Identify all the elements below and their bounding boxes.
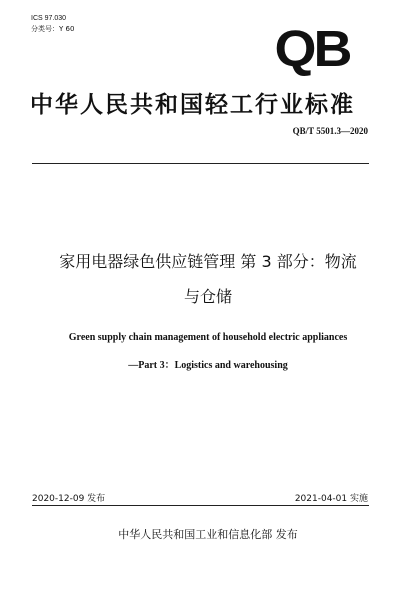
organization-title: 中华人民共和国轻工行业标准: [30, 92, 355, 118]
chinese-title-line-1: 家用电器绿色供应链管理 第 3 部分：物流: [59, 252, 357, 271]
issuing-authority: 中华人民共和国工业和信息化部 发布: [118, 528, 298, 541]
ics-code: ICS 97.030: [31, 15, 67, 22]
english-title-line-2: —Part 3：Logistics and warehousing: [128, 360, 288, 371]
top-divider: [32, 163, 369, 164]
publish-date: 2020-12-09 发布: [32, 494, 106, 504]
bottom-divider: [32, 505, 369, 506]
chinese-title-line-2: 与仓储: [183, 287, 232, 306]
qb-logo: QB: [274, 20, 350, 78]
english-title-line-1: Green supply chain management of household electric appliances: [68, 332, 348, 343]
implementation-date: 2021-04-01 实施: [294, 494, 368, 504]
category-code: 分类号：Y 60: [31, 25, 75, 33]
standard-number: QB/T 5501.3—2020: [292, 126, 368, 136]
